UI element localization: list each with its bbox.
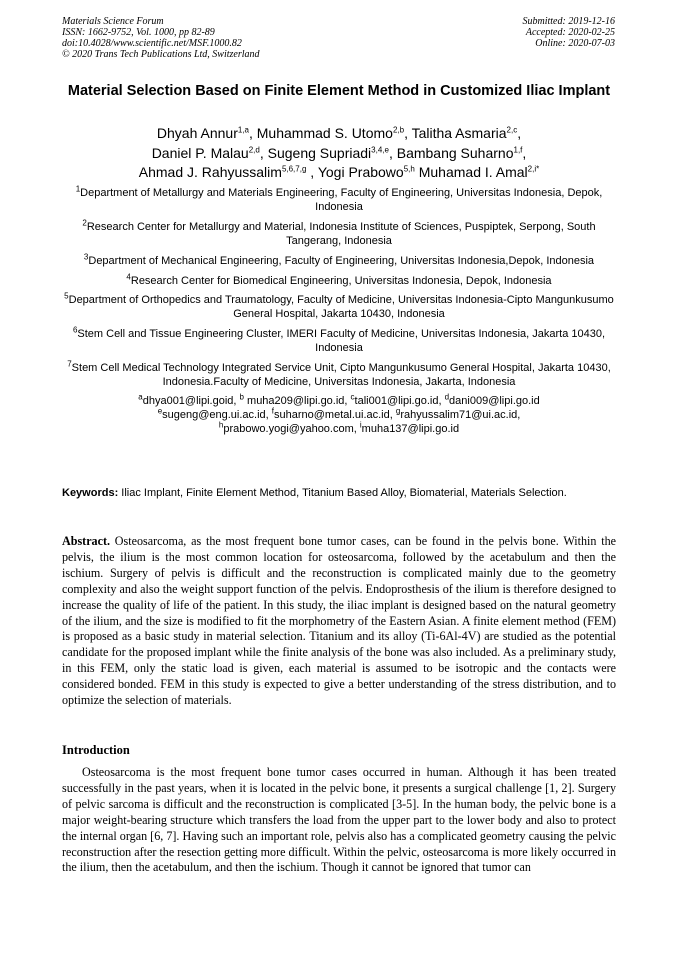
email-address: tali001@lipi.go.id, bbox=[354, 394, 445, 407]
author: Bambang Suharno$^{1,f}$, bbox=[396, 144, 527, 161]
author: Dhyah Annur$^{1,a}$, bbox=[156, 125, 257, 141]
email-list bbox=[62, 394, 616, 437]
abstract-label: Abstract. bbox=[62, 534, 111, 548]
doi: doi:10.4028/www.scientific.net/MSF.1000.82 bbox=[62, 38, 242, 49]
email-address: sugeng@eng.ui.ac.id, bbox=[162, 409, 272, 422]
online-date: Online: 2020-07-03 bbox=[535, 38, 615, 49]
introduction-heading: Introduction bbox=[62, 743, 130, 757]
author: Ahmad J. Rahyussalim$^{5,6,7,g}$ , bbox=[138, 164, 318, 180]
email-address: dani009@lipi.go.id bbox=[449, 394, 540, 407]
copyright: © 2020 Trans Tech Publications Ltd, Switzerland bbox=[62, 49, 260, 60]
email-line: $^a$dhya001@lipi.goid, $^b$ muha209@lipi.go.id, $^c$tali001@lipi.go.id, $^d$dani009@lipi.go.id bbox=[138, 392, 540, 407]
accepted-date: Accepted: 2020-02-25 bbox=[525, 27, 615, 38]
affiliation: $^4$Research Center for Biomedical Engineering, Universitas Indonesia, Depok, Indonesia bbox=[126, 271, 552, 287]
email-line: $^e$sugeng@eng.ui.ac.id, $^f$suharno@metal.ui.ac.id, $^g$rahyussalim71@ui.ac.id, bbox=[157, 406, 521, 422]
keywords-label: Keywords: bbox=[62, 487, 119, 499]
issn: ISSN: 1662-9752, Vol. 1000, pp 82-89 bbox=[62, 27, 215, 38]
keywords-text: Iliac Implant, Finite Element Method, Titanium Based Alloy, Biomaterial, Materials Selection. bbox=[118, 487, 567, 499]
affiliation: $^5$Department of Orthopedics and Traumatology, Faculty of Medicine, Universitas Indonesia-Cipto Mangunkusumo General Hospital, Jakarta 10430, Indonesia bbox=[64, 291, 614, 321]
author: Yogi Prabowo$^{5,h}$ bbox=[317, 164, 415, 180]
email-address: muha137@lipi.go.id bbox=[361, 423, 460, 436]
email-address: dhya001@lipi.goid, bbox=[142, 394, 240, 407]
email-address: suharno@metal.ui.ac.id, bbox=[274, 409, 396, 422]
author: Muhammad S. Utomo$^{2,b}$, bbox=[256, 125, 412, 141]
introduction-text: Osteosarcoma is the most frequent bone tumor cases occurred in human. Although it has been treated successfully in the past years, when it is located in the pelvic bone, it presents a surgical challenge [1, 2]. Surgery of pelvic sarcoma is difficult and the reconstruction is complicated [3-5]. In the human body, the pelvic bone is a major weight-bearing structure which transfers the load from the upper part to the lower body and also to protect the internal organ [6, 7]. Having such an important role, pelvis also has a complicated geometry causing the pelvic reconstruction after the resection getting more difficult. Within the pelvic, osteosarcoma is more likely occurred in the ilium, then the acetabulum, and then the ischium. Though it cannot be ignored that tumor can bbox=[62, 765, 616, 875]
affiliation: $^7$Stem Cell Medical Technology Integrated Service Unit, Cipto Mangunkusumo General Hospital, Jakarta 10430, Indonesia.Faculty of Medicine, Universitas Indonesia, Jakarta, Indonesia bbox=[67, 359, 611, 389]
paper-title: Material Selection Based on Finite Element Method in Customized Iliac Implant bbox=[67, 83, 611, 99]
email-address: muha209@lipi.go.id, bbox=[243, 394, 351, 407]
submitted-date: Submitted: 2019-12-16 bbox=[522, 16, 615, 27]
affiliation: $^6$Stem Cell and Tissue Engineering Cluster, IMERI Faculty of Medicine, Universitas Indonesia, Jakarta 10430, Indonesia bbox=[72, 325, 606, 355]
email-line: $^h$prabowo.yogi@yahoo.com, $^i$muha137@lipi.go.id bbox=[218, 420, 460, 436]
author: Sugeng Supriadi$^{3,4,e}$, bbox=[267, 144, 397, 161]
email-address: rahyussalim71@ui.ac.id, bbox=[400, 409, 521, 422]
journal-info bbox=[62, 16, 260, 60]
author: Daniel P. Malau$^{2,d}$, bbox=[151, 144, 268, 161]
email-address: prabowo.yogi@yahoo.com, bbox=[223, 423, 360, 436]
author-list bbox=[62, 124, 616, 183]
author: Muhamad I. Amal$^{2,i*}$ bbox=[418, 164, 540, 180]
keywords bbox=[62, 486, 616, 501]
abstract-text: Osteosarcoma, as the most frequent bone tumor cases, can be found in the pelvis bone. Within the pelvis, the ilium is the most common location for osteosarcoma, followed by the acetabulum and then the ischium. Surgery of pelvis is difficult and the reconstruction is complicated mainly due to the geometry complexity and also the weight support function of the pelvis. Endoprosthesis of the ilium is therefore designed to increase the quality of life of the patient. In this study, the iliac implant is designed based on the natural geometry of the ilium, and the size is modified to fit the morphometry of the Eastern Asian. A finite element method (FEM) is proposed as a basic study in material selection. Titanium and its alloy (Ti-6Al-4V) are studied as the potential candidate for the proposed implant while the finite analysis of the bone was also included. As a preliminary study, in this FEM, only the static load is given, each material is assumed to be isotropic and the contacts were considered bonded. FEM in this study is expected to give a better understanding of the stress distribution, and to optimize the selection of materials. bbox=[62, 534, 616, 708]
affiliation: $^1$Department of Metallurgy and Materials Engineering, Faculty of Engineering, Universitas Indonesia, Depok, Indonesia bbox=[75, 184, 603, 214]
journal-name: Materials Science Forum bbox=[62, 16, 164, 27]
affiliations bbox=[62, 186, 616, 437]
affiliation: $^2$Research Center for Metallurgy and Material, Indonesia Institute of Sciences, Puspiptek, Serpong, South Tangerang, Indonesia bbox=[82, 218, 596, 248]
abstract bbox=[62, 534, 616, 709]
dates-info bbox=[523, 16, 616, 49]
author: Talitha Asmaria$^{2,c}$, bbox=[411, 125, 522, 141]
affiliation: $^3$Department of Mechanical Engineering, Faculty of Engineering, Universitas Indonesia,Depok, Indonesia bbox=[83, 252, 595, 267]
